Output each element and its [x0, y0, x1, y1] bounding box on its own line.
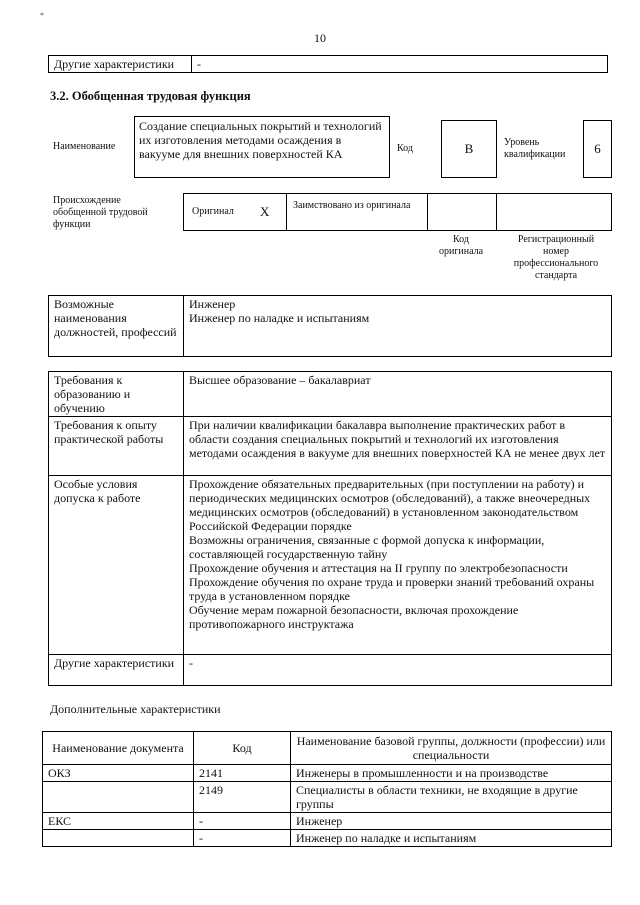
origin-divider-3 — [496, 193, 497, 231]
cell-code: - — [194, 830, 291, 847]
position-item: Инженер по наладке и испытаниям — [189, 311, 370, 325]
table-row — [43, 830, 612, 847]
origin-label: Происхождение обобщенной трудовой функции — [53, 195, 148, 230]
cell-code: 2149 — [194, 782, 291, 813]
code-label: Код — [397, 143, 413, 154]
positions-label: Возможные наименования должностей, профессий — [49, 296, 184, 357]
requirements-table — [48, 371, 612, 686]
origin-divider-2 — [427, 193, 428, 231]
other-characteristics-value: - — [184, 655, 612, 686]
cell-group: Инженеры в промышленности и на производстве — [291, 765, 612, 782]
cell-group: Инженер — [291, 813, 612, 830]
header-document: Наименование документа — [43, 732, 194, 765]
cell-code: - — [194, 813, 291, 830]
page-number: 10 — [314, 31, 326, 45]
special-condition: Прохождение обучения и аттестация на II группу по электробезопасности — [189, 561, 568, 575]
naming-value: Создание специальных покрытий и технологий их изготовления методами осаждения в вакууме для внешних поверхностей КА — [134, 116, 390, 178]
additional-title: Дополнительные характеристики — [50, 702, 221, 716]
borrowed-label: Заимствовано из оригинала — [293, 200, 411, 211]
cell-document — [43, 782, 194, 813]
cell-document: ОКЗ — [43, 765, 194, 782]
special-condition: Прохождение обучения по охране труда и проверки знаний требований охраны труда в установленном порядке — [189, 575, 595, 603]
cell-document: ЕКС — [43, 813, 194, 830]
special-conditions-label: Особые условия допуска к работе — [49, 476, 184, 655]
origin-box — [183, 193, 612, 231]
positions-table — [48, 295, 612, 357]
cell-group: Инженер по наладке и испытаниям — [291, 830, 612, 847]
special-condition: Обучение мерам пожарной безопасности, включая прохождение противопожарного инструктажа — [189, 603, 519, 631]
table-row — [43, 782, 612, 813]
original-mark: X — [260, 204, 270, 219]
experience-label: Требования к опыту практической работы — [49, 417, 184, 476]
cell-document — [43, 830, 194, 847]
cell-group: Специалисты в области техники, не входящие в другие группы — [291, 782, 612, 813]
page-mark: * — [40, 11, 44, 20]
origin-divider-1 — [286, 193, 287, 231]
top-other-value: - — [192, 56, 608, 73]
naming-label: Наименование — [53, 141, 116, 152]
section-title: 3.2. Обобщенная трудовая функция — [50, 89, 251, 103]
original-label: Оригинал — [192, 206, 234, 217]
special-condition: Возможны ограничения, связанные с формой допуска к информации, составляющей государственную тайну — [189, 533, 545, 561]
code-original-caption: Код оригинала — [438, 234, 484, 257]
additional-table — [42, 731, 612, 847]
table-row — [43, 813, 612, 830]
other-characteristics-label: Другие характеристики — [49, 655, 184, 686]
header-code: Код — [194, 732, 291, 765]
education-value: Высшее образование – бакалавриат — [184, 372, 612, 417]
code-value: B — [441, 120, 497, 178]
reg-number-caption: Регистрационный номер профессионального стандарта — [513, 234, 599, 281]
level-value: 6 — [583, 120, 612, 178]
top-other-label: Другие характеристики — [49, 56, 192, 73]
special-condition: Прохождение обязательных предварительных (при поступлении на работу) и периодических медицинских осмотров (обследований), а также внеочередных медицинских осмотров (обследований) в установленном законодательством Российской Федерации порядке — [189, 477, 591, 533]
position-item: Инженер — [189, 297, 236, 311]
top-other-characteristics-table — [48, 55, 608, 73]
level-label: Уровень квалификации — [504, 137, 566, 160]
table-row — [43, 765, 612, 782]
experience-value: При наличии квалификации бакалавра выполнение практических работ в области создания специальных покрытий и технологий их изготовления методами осаждения в вакууме для внешних поверхностей КА не менее двух лет — [184, 417, 612, 476]
cell-code: 2141 — [194, 765, 291, 782]
header-group: Наименование базовой группы, должности (профессии) или специальности — [291, 732, 612, 765]
education-label: Требования к образованию и обучению — [49, 372, 184, 417]
